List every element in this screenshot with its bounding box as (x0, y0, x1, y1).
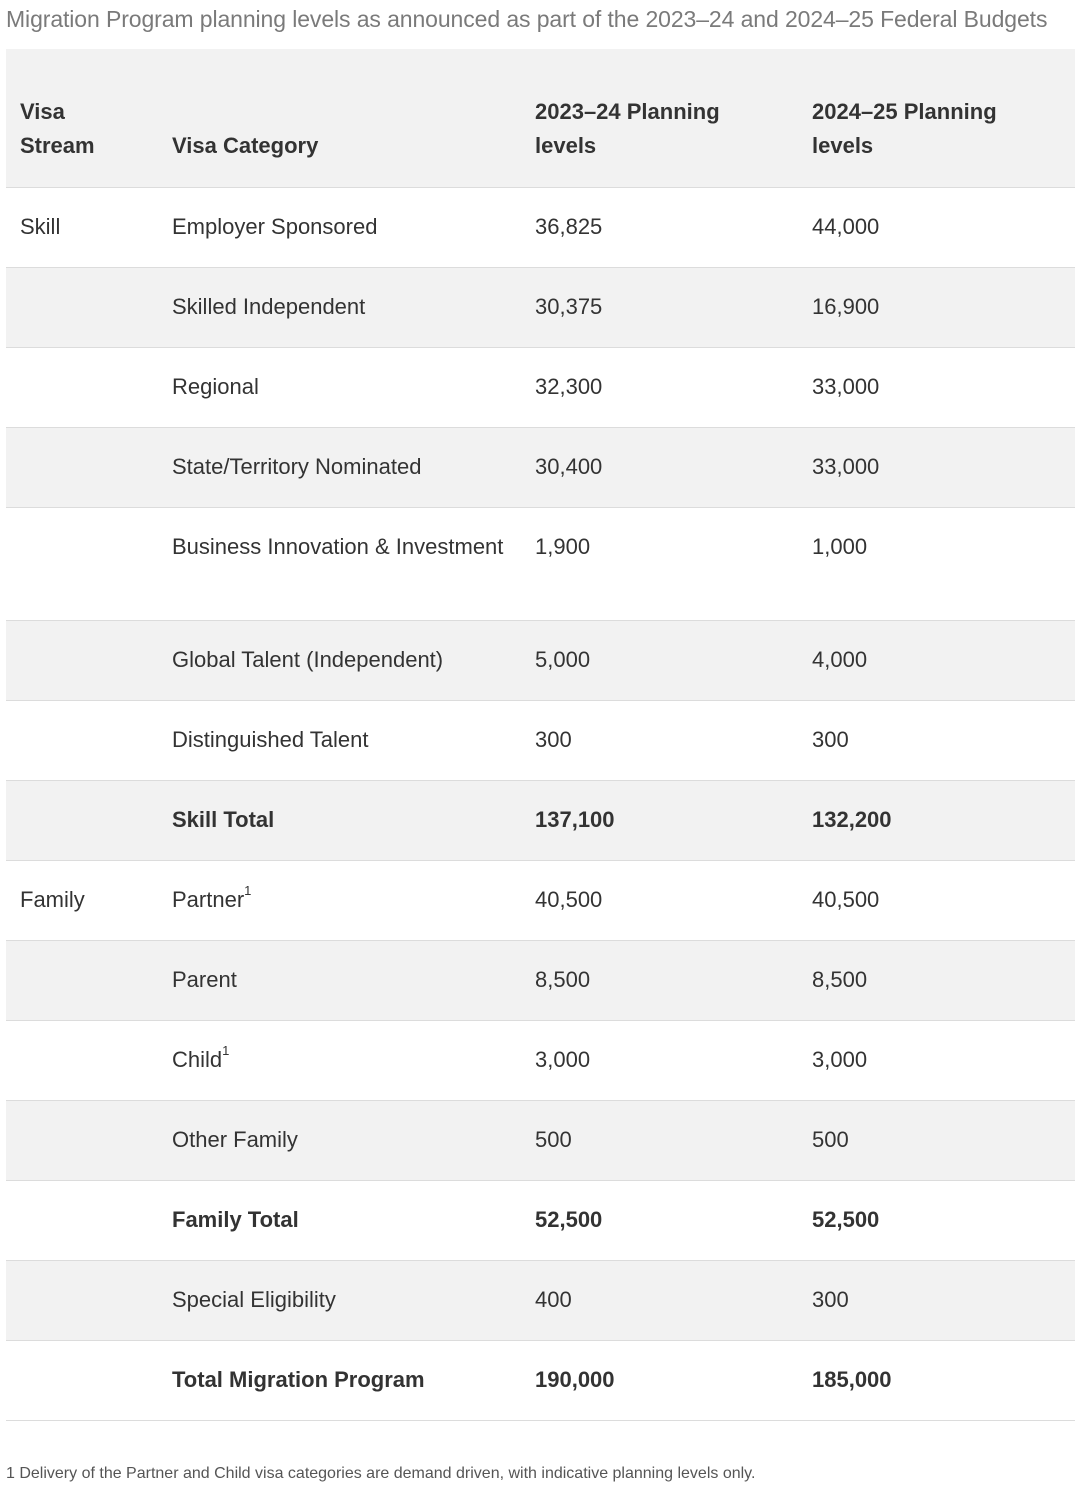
cell-visa-category (158, 940, 521, 1020)
cell-visa-stream (6, 1260, 158, 1340)
cell-2023-24-level (521, 187, 798, 267)
cell-2024-25-level (798, 507, 1075, 620)
cell-visa-category-text: Other Family (172, 1126, 298, 1152)
cell-2023-24-level-text: 5,000 (535, 646, 591, 672)
cell-2024-25-level-text: 185,000 (812, 1366, 892, 1392)
cell-2024-25-level (798, 860, 1075, 940)
cell-2023-24-level (521, 700, 798, 780)
cell-2023-24-level-text: 1,900 (535, 533, 591, 559)
header-visa-category: Visa Category (158, 49, 521, 187)
cell-2023-24-level (521, 267, 798, 347)
cell-visa-stream (6, 860, 158, 940)
cell-visa-category (158, 1100, 521, 1180)
cell-2024-25-level (798, 780, 1075, 860)
header-visa-stream: Visa Stream (6, 49, 158, 187)
cell-2023-24-level-text: 8,500 (535, 966, 591, 992)
header-2024-25-planning-levels: 2024–25 Planning levels (798, 49, 1075, 187)
cell-2024-25-level (798, 1020, 1075, 1100)
cell-2023-24-level (521, 427, 798, 507)
cell-visa-category-text: Skilled Independent (172, 293, 366, 319)
table-row (6, 860, 1075, 940)
cell-2024-25-level-text: 33,000 (812, 453, 880, 479)
cell-visa-category (158, 780, 521, 860)
cell-visa-stream (6, 700, 158, 780)
footnote: 1 Delivery of the Partner and Child visa categories are demand driven, with indicative planning levels only. (6, 1465, 756, 1482)
cell-2023-24-level-text: 300 (535, 726, 572, 752)
table-row (6, 1020, 1075, 1100)
cell-visa-category (158, 427, 521, 507)
cell-2024-25-level-text: 33,000 (812, 373, 880, 399)
table-row (6, 700, 1075, 780)
cell-visa-stream (6, 347, 158, 427)
table-row (6, 267, 1075, 347)
cell-visa-category-text: Special Eligibility (172, 1286, 336, 1312)
table-row (6, 507, 1075, 620)
cell-visa-category-text: Skill Total (172, 806, 275, 832)
cell-2024-25-level (798, 620, 1075, 700)
cell-visa-category (158, 1260, 521, 1340)
cell-2024-25-level-text: 52,500 (812, 1206, 880, 1232)
cell-visa-category-text: Global Talent (Independent) (172, 646, 444, 672)
cell-2023-24-level-text: 36,825 (535, 213, 603, 239)
cell-visa-category-text: Parent (172, 966, 237, 992)
table-row (6, 187, 1075, 267)
cell-visa-stream (6, 780, 158, 860)
cell-2023-24-level-text: 52,500 (535, 1206, 603, 1232)
cell-2023-24-level (521, 860, 798, 940)
header-2023-24-planning-levels: 2023–24 Planning levels (521, 49, 798, 187)
cell-visa-category (158, 507, 521, 620)
cell-2023-24-level-text: 40,500 (535, 886, 603, 912)
cell-visa-category (158, 1020, 521, 1100)
cell-2023-24-level (521, 780, 798, 860)
cell-2023-24-level-text: 32,300 (535, 373, 603, 399)
cell-2024-25-level (798, 700, 1075, 780)
table-row (6, 1100, 1075, 1180)
cell-2023-24-level (521, 620, 798, 700)
cell-visa-stream (6, 1340, 158, 1420)
cell-visa-category (158, 1340, 521, 1420)
cell-2024-25-level-text: 8,500 (812, 966, 868, 992)
cell-2024-25-level (798, 187, 1075, 267)
cell-visa-category (158, 620, 521, 700)
table-header-row (6, 49, 1075, 187)
cell-2023-24-level (521, 1100, 798, 1180)
cell-2023-24-level (521, 1340, 798, 1420)
cell-2024-25-level (798, 940, 1075, 1020)
footnote-marker: 1 (244, 882, 252, 898)
cell-visa-category-text: Family Total (172, 1206, 299, 1232)
cell-visa-stream (6, 187, 158, 267)
cell-visa-stream (6, 940, 158, 1020)
cell-2024-25-level-text: 300 (812, 726, 849, 752)
cell-2023-24-level (521, 1020, 798, 1100)
cell-visa-stream (6, 507, 158, 620)
cell-visa-category-text: Partner (172, 886, 245, 912)
cell-2024-25-level (798, 267, 1075, 347)
cell-visa-category (158, 860, 521, 940)
cell-2023-24-level-text: 400 (535, 1286, 572, 1312)
cell-2024-25-level (798, 1180, 1075, 1260)
cell-visa-stream (6, 1020, 158, 1100)
table-row (6, 427, 1075, 507)
cell-visa-category-text: Employer Sponsored (172, 213, 378, 239)
cell-2024-25-level (798, 1340, 1075, 1420)
cell-visa-category (158, 347, 521, 427)
cell-2024-25-level-text: 3,000 (812, 1046, 868, 1072)
planning-levels-table (6, 49, 1075, 1421)
table-row (6, 347, 1075, 427)
cell-2023-24-level-text: 137,100 (535, 806, 615, 832)
cell-visa-stream (6, 1100, 158, 1180)
cell-2023-24-level-text: 3,000 (535, 1046, 591, 1072)
cell-visa-category (158, 267, 521, 347)
cell-visa-stream (6, 1180, 158, 1260)
cell-2024-25-level-text: 40,500 (812, 886, 880, 912)
cell-visa-category-text: Regional (172, 373, 259, 399)
cell-2023-24-level (521, 347, 798, 427)
table-total-row (6, 1180, 1075, 1260)
cell-2024-25-level-text: 44,000 (812, 213, 880, 239)
cell-visa-stream (6, 267, 158, 347)
cell-visa-category (158, 187, 521, 267)
cell-visa-stream-text: Skill (20, 213, 61, 239)
cell-visa-category (158, 1180, 521, 1260)
cell-2024-25-level (798, 427, 1075, 507)
table-body (6, 187, 1075, 1420)
cell-visa-stream-text: Family (20, 886, 85, 912)
cell-visa-stream (6, 620, 158, 700)
cell-2023-24-level-text: 30,400 (535, 453, 603, 479)
cell-2024-25-level-text: 132,200 (812, 806, 892, 832)
cell-visa-category-text: Distinguished Talent (172, 726, 369, 752)
table-total-row (6, 1340, 1075, 1420)
cell-visa-category-text: State/Territory Nominated (172, 453, 422, 479)
cell-2024-25-level (798, 347, 1075, 427)
cell-2023-24-level-text: 500 (535, 1126, 572, 1152)
table-row (6, 1260, 1075, 1340)
cell-visa-category-text: Business Innovation & Investment (172, 533, 504, 559)
cell-2024-25-level-text: 16,900 (812, 293, 880, 319)
cell-visa-category-text: Child (172, 1046, 223, 1072)
cell-2024-25-level-text: 1,000 (812, 533, 868, 559)
cell-2023-24-level-text: 30,375 (535, 293, 603, 319)
cell-2023-24-level (521, 1180, 798, 1260)
cell-2024-25-level (798, 1100, 1075, 1180)
cell-visa-category-text: Total Migration Program (172, 1366, 425, 1392)
cell-2023-24-level-text: 190,000 (535, 1366, 615, 1392)
table-row (6, 620, 1075, 700)
cell-2024-25-level (798, 1260, 1075, 1340)
cell-2024-25-level-text: 300 (812, 1286, 849, 1312)
table-row (6, 940, 1075, 1020)
table-caption: Migration Program planning levels as announced as part of the 2023–24 and 2024–25 Federal Budgets (6, 6, 1048, 32)
cell-2023-24-level (521, 940, 798, 1020)
cell-2023-24-level (521, 1260, 798, 1340)
cell-2023-24-level (521, 507, 798, 620)
cell-2024-25-level-text: 4,000 (812, 646, 868, 672)
cell-2024-25-level-text: 500 (812, 1126, 849, 1152)
cell-visa-category (158, 700, 521, 780)
table-total-row (6, 780, 1075, 860)
footnote-marker: 1 (222, 1042, 230, 1058)
cell-visa-stream (6, 427, 158, 507)
